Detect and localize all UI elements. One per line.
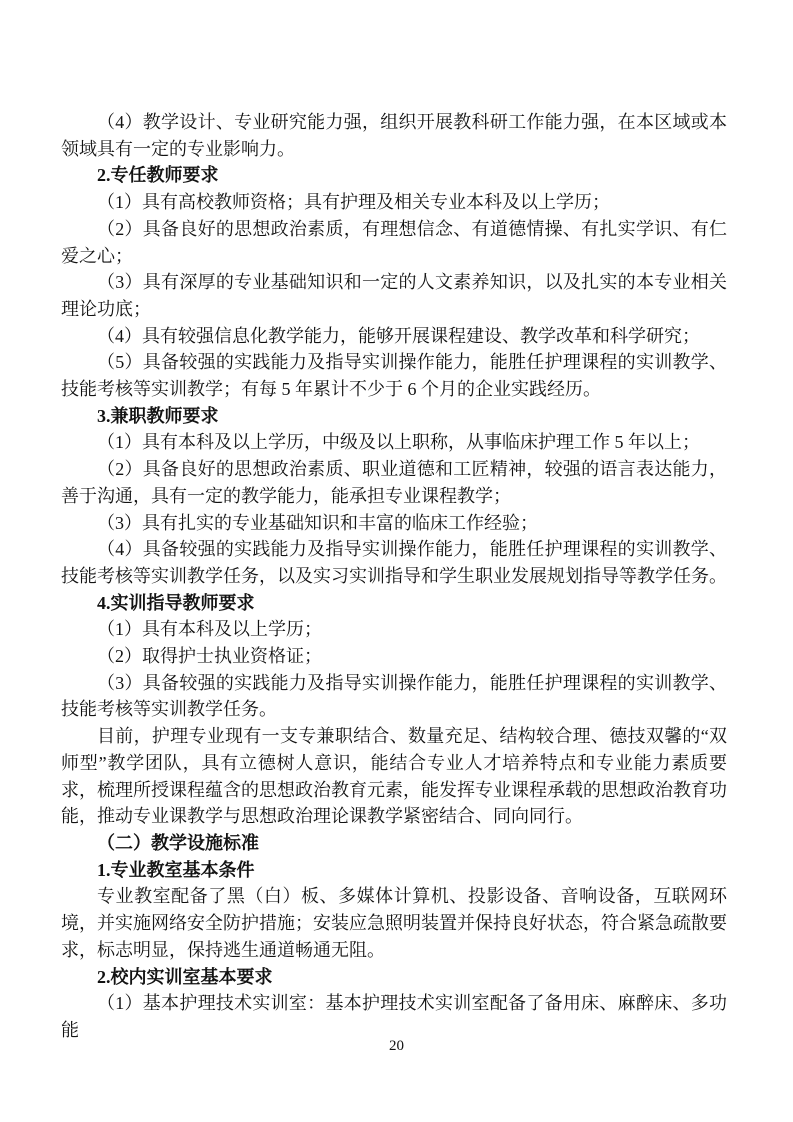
paragraph-pt-item-1: （1）具有本科及以上学历，中级及以上职称，从事临床护理工作 5 年以上； [97,432,700,453]
heading-training-instructor-requirements: 4.实训指导教师要求 [97,592,255,613]
page-footer [0,1036,793,1056]
paragraph-teaching-design-ability: （4）教学设计、专业研究能力强，组织开展教科研工作能力强，在本区域或本领域具有一定的专业影响力。 [61,112,727,159]
paragraph-ft-item-4: （4）具有较强信息化教学能力，能够开展课程建设、教学改革和科学研究； [97,325,700,346]
paragraph-ti-item-3: （3）具备较强的实践能力及指导实训操作能力，能胜任护理课程的实训教学、技能考核等实训教学任务。 [61,672,727,720]
heading-full-time-teacher-requirements: 2.专任教师要求 [97,165,219,186]
paragraph-ft-item-1: （1）具有高校教师资格；具有护理及相关专业本科及以上学历； [97,192,610,213]
heading-campus-training-room-requirements: 2.校内实训室基本要求 [97,966,273,987]
paragraph-pt-item-4: （4）具备较强的实践能力及指导实训操作能力，能胜任护理课程的实训教学、技能考核等实训教学任务，以及实习实训指导和学生职业发展规划指导等教学任务。 [61,539,727,586]
paragraph-ft-item-3: （3）具有深厚的专业基础知识和一定的人文素养知识，以及扎实的本专业相关理论功底； [61,272,727,319]
paragraph-pt-item-2: （2）具备良好的思想政治素质、职业道德和工匠精神，较强的语言表达能力，善于沟通，具有一定的教学能力，能承担专业课程教学； [61,459,727,506]
heading-teaching-facilities-standards: （二）教学设施标准 [97,832,259,853]
paragraph-ft-item-2: （2）具备良好的思想政治素质，有理想信念、有道德情操、有扎实学识、有仁爱之心； [61,218,727,266]
document-content [61,109,727,1044]
paragraph-teaching-team-summary: 目前，护理专业现有一支专兼职结合、数量充足、结构较合理、德技双馨的“双师型”教学团队，具有立德树人意识，能结合专业人才培养特点和专业能力素质要求，梳理所授课程蕴含的思想政治教育元素，能发挥专业课程承载的思想政治教育功能，推动专业课教学与思想政治理论课教学紧密结合、同向同行。 [61,726,727,827]
paragraph-classroom-equipment: 专业教室配备了黑（白）板、多媒体计算机、投影设备、音响设备，互联网环境，并实施网络安全防护措施；安装应急照明装置并保持良好状态，符合紧急疏散要求，标志明显，保持逃生通道畅通无阻。 [61,886,727,960]
paragraph-basic-nursing-training-room: （1）基本护理技术实训室：基本护理技术实训室配备了备用床、麻醉床、多功能 [61,993,727,1040]
heading-classroom-basic-conditions: 1.专业教室基本条件 [97,859,255,880]
paragraph-ft-item-5: （5）具备较强的实践能力及指导实训操作能力，能胜任护理课程的实训教学、技能考核等实训教学；有每 5 年累计不少于 6 个月的企业实践经历。 [61,352,727,400]
heading-part-time-teacher-requirements: 3.兼职教师要求 [97,405,219,426]
page-number: 20 [389,1038,404,1054]
paragraph-pt-item-3: （3）具有扎实的专业基础知识和丰富的临床工作经验； [97,512,538,533]
paragraph-ti-item-2: （2）取得护士执业资格证； [97,646,322,667]
paragraph-ti-item-1: （1）具有本科及以上学历； [97,619,322,640]
